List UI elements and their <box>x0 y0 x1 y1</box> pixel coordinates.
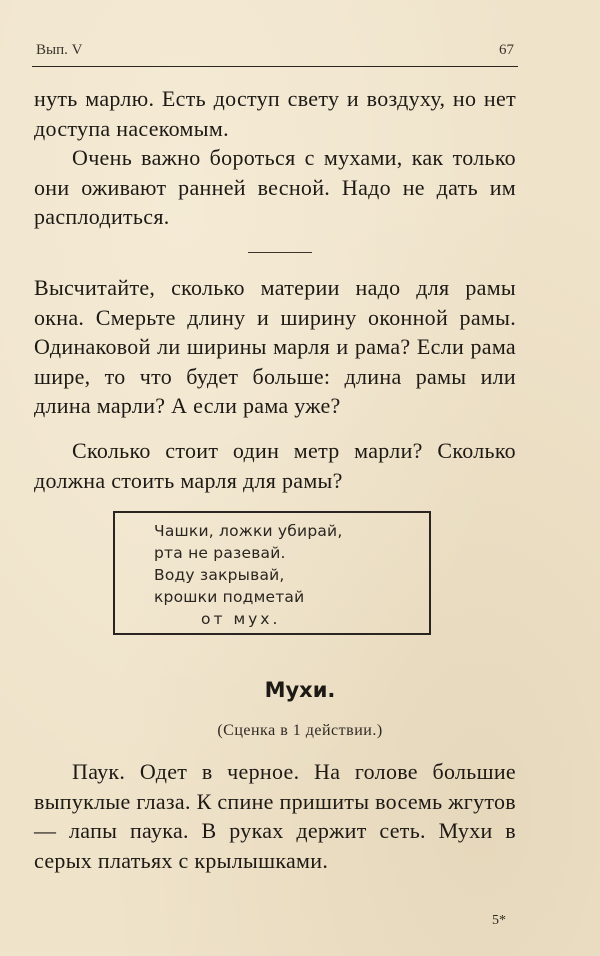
signature-mark: 5* <box>492 913 506 928</box>
paragraph-continuation: нуть марлю. Есть доступ свету и воздуху, но нет доступа насекомым. <box>34 86 516 141</box>
paragraph-scene: Паук. Одет в черное. На голове большие выпуклые глаза. К спине пришиты восемь жгутов — лапы паука. В руках держит сеть. Мухи в серых платьях с крылышками. <box>34 759 516 873</box>
section-divider <box>248 252 312 253</box>
header-rule <box>32 66 518 67</box>
paragraph-flies: Очень важно бороться с мухами, как только они оживают ранней весной. Надо не дать им расплодиться. <box>34 145 516 229</box>
paragraph-exercise: Высчитайте, сколько материи надо для рамы окна. Смерьте длину и ширину оконной рамы. Одинаковой ли ширины марля и рама? Если рама шире, то что будет больше: длина рамы или длина марли? А если рама уже? <box>34 275 516 418</box>
section-subtitle: (Сценка в 1 действии.) <box>217 722 383 739</box>
running-header <box>34 40 516 62</box>
rhyme-line: рта не разевай. <box>154 544 286 562</box>
rhyme-box <box>113 511 431 635</box>
paragraph-cost-question: Сколько стоит один метр марли? Сколько должна стоить марля для рамы? <box>34 438 516 493</box>
rhyme-line: Чашки, ложки убирай, <box>154 522 343 540</box>
page-number: 67 <box>499 42 514 58</box>
rhyme-line: от мух. <box>201 610 281 628</box>
rhyme-line: Воду закрывай, <box>154 566 285 584</box>
rhyme-line: крошки подметай <box>154 588 305 606</box>
section-title: Мухи. <box>264 678 336 702</box>
issue-label: Вып. V <box>36 42 83 58</box>
